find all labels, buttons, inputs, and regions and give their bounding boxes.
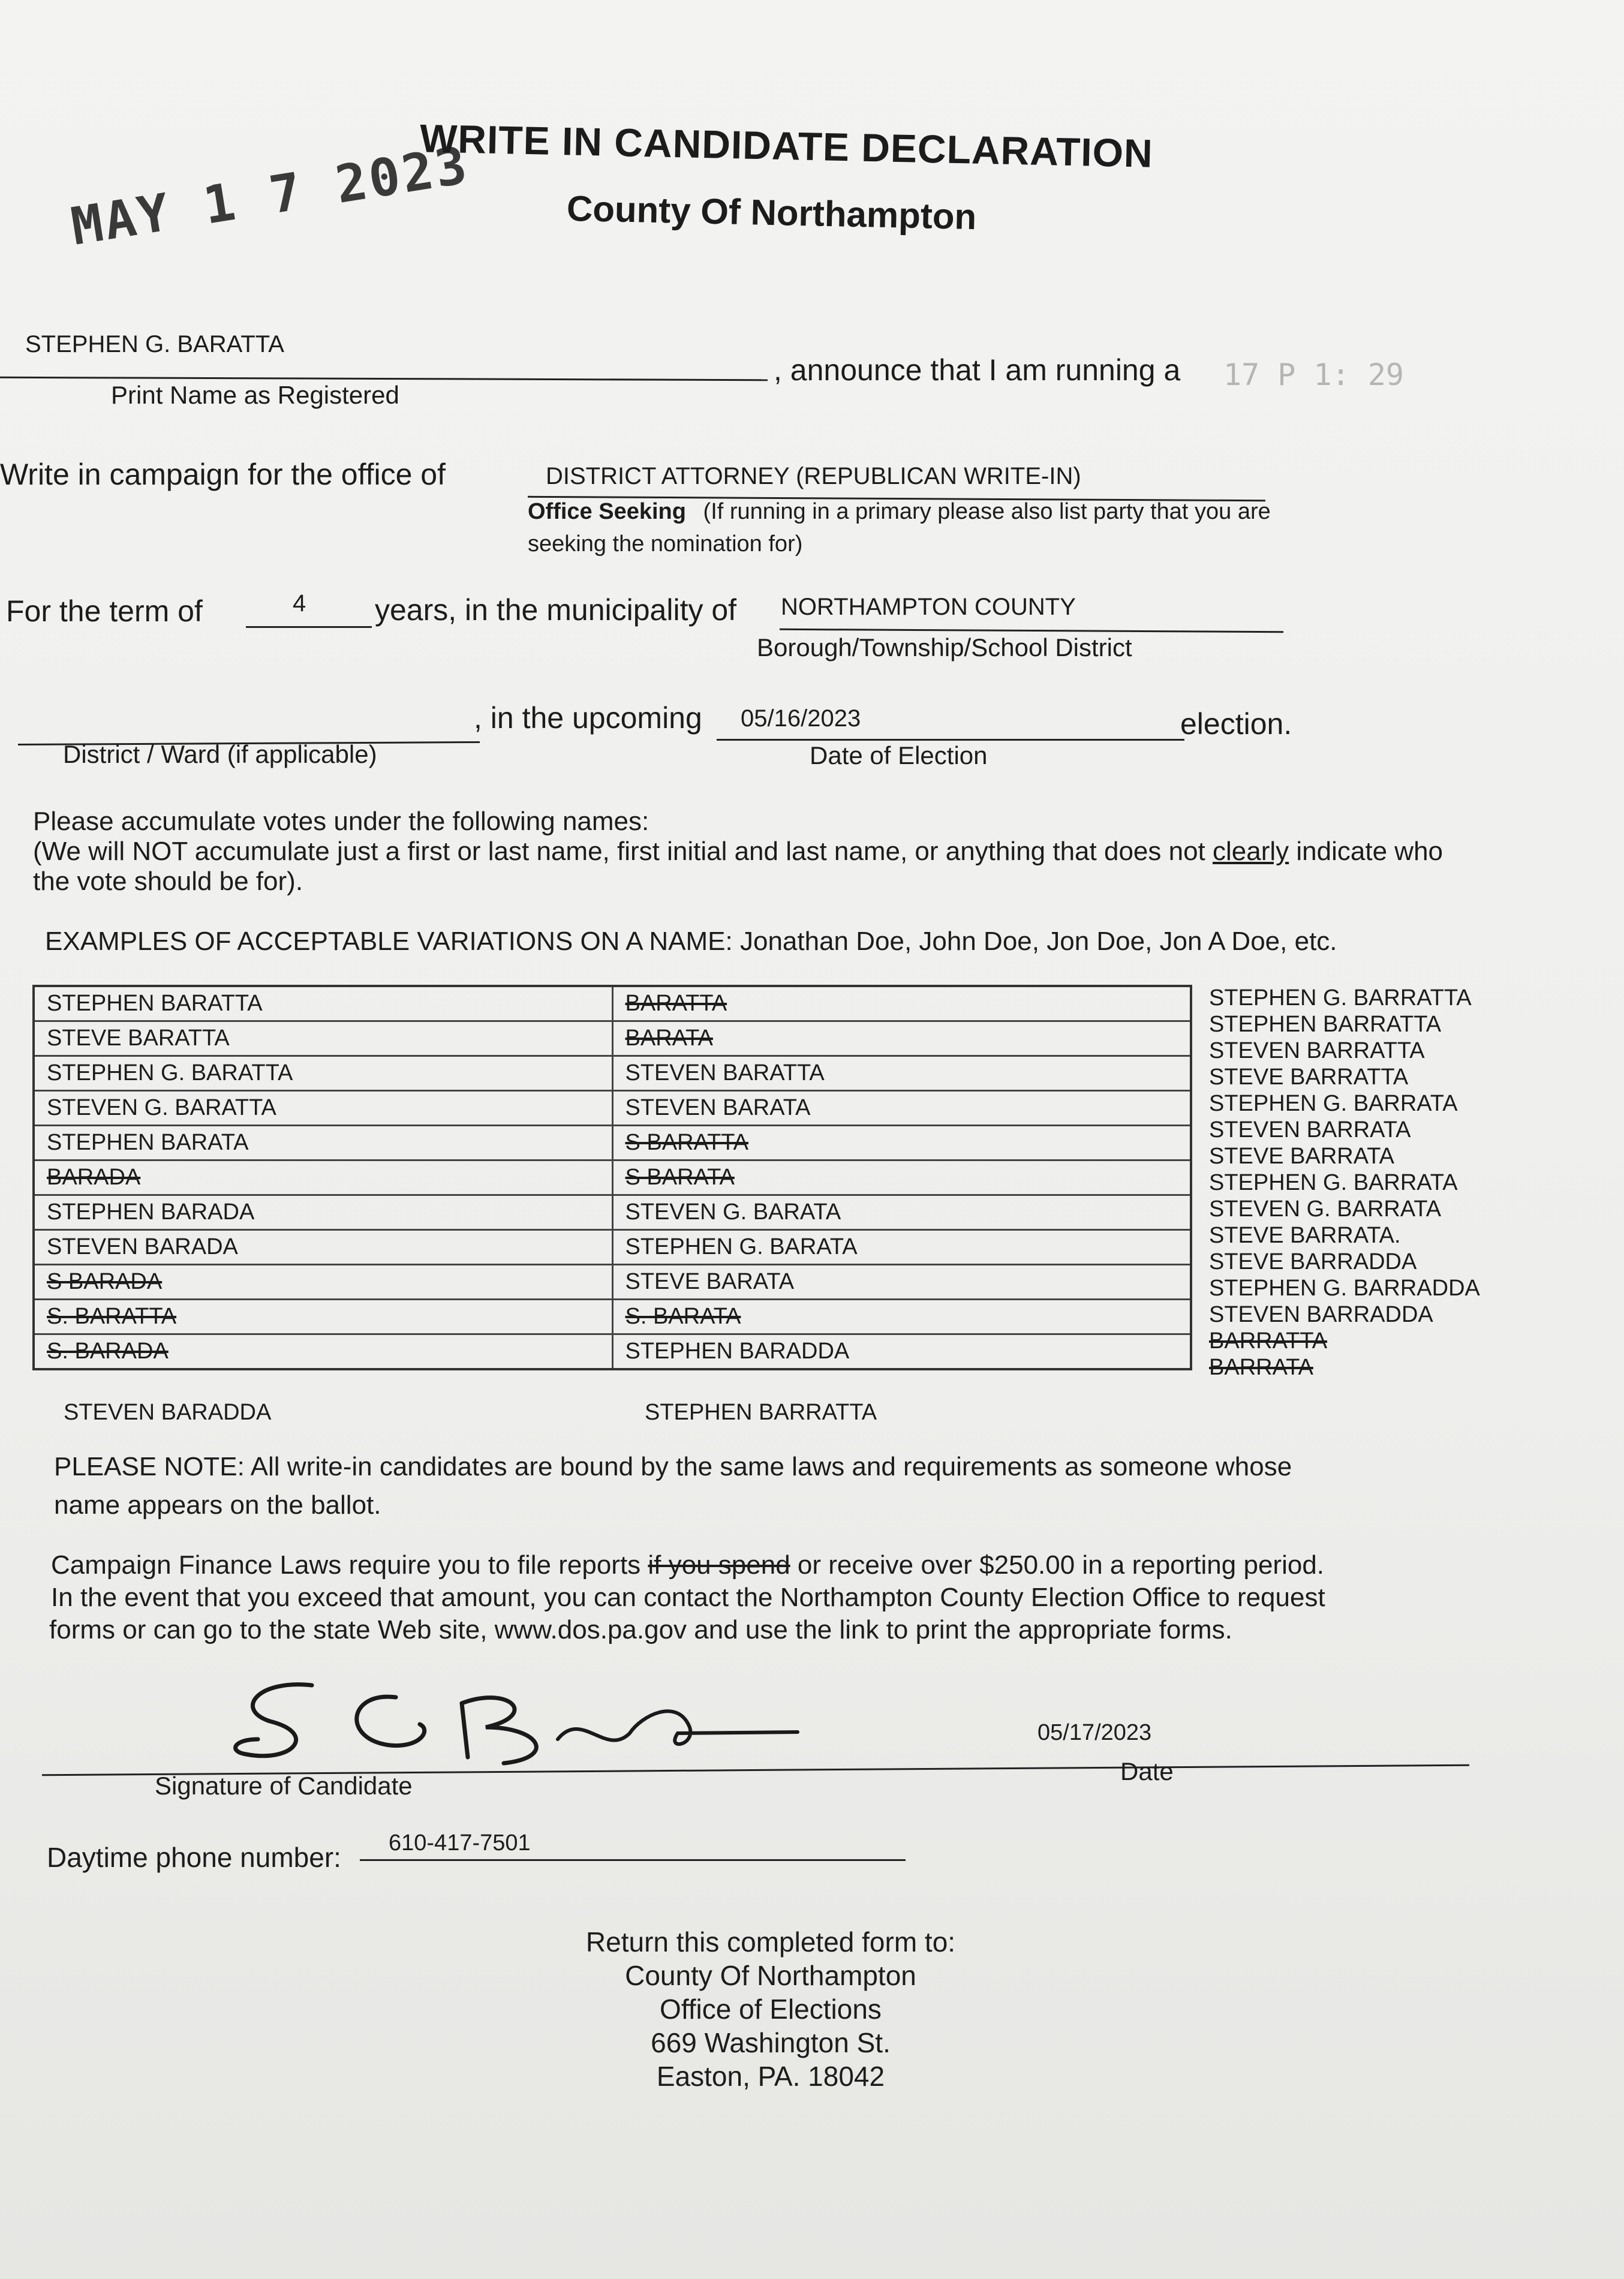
term-prefix: For the term of	[6, 594, 203, 628]
name-variation: STEVEN BARATTA	[625, 1060, 825, 1086]
name-cell-right	[612, 1334, 1191, 1370]
name-variations-body	[34, 986, 1191, 1369]
office-label-row	[528, 499, 1271, 525]
name-cell-right	[612, 986, 1191, 1021]
name-cell-left	[34, 1265, 612, 1300]
name-variation: S BARATA	[625, 1165, 735, 1190]
name-cell-right	[612, 1021, 1191, 1056]
name-cell-right	[612, 1265, 1191, 1300]
print-name-label: Print Name as Registered	[111, 381, 399, 409]
office-value: DISTRICT ATTORNEY (REPUBLICAN WRITE-IN)	[546, 463, 1081, 489]
side-name-item: STEPHEN G. BARRATA	[1209, 1091, 1458, 1116]
phone-label: Daytime phone number:	[47, 1842, 341, 1873]
return-line-1: Return this completed form to:	[585, 1926, 956, 1958]
finance-struck-text: if you spend	[648, 1550, 790, 1580]
name-cell-left	[34, 1230, 612, 1265]
side-name-item: STEVEN BARRADDA	[1209, 1302, 1433, 1327]
name-variation: STEPHEN G. BARATA	[625, 1234, 858, 1259]
name-variation: STEPHEN BARADA	[47, 1199, 255, 1225]
below-table-left: STEVEN BARADDA	[64, 1400, 272, 1425]
instructions-line-1: Please accumulate votes under the following names:	[33, 807, 649, 836]
signature-date-value: 05/17/2023	[1037, 1720, 1152, 1745]
side-name-item: STEPHEN G. BARRADDA	[1209, 1276, 1480, 1301]
name-cell-right	[612, 1195, 1191, 1230]
name-cell-left	[34, 986, 612, 1021]
side-name-item: BARRATA	[1209, 1355, 1313, 1380]
candidate-name-value: STEPHEN G. BARATTA	[25, 331, 284, 357]
name-variation: STEVE BARATTA	[47, 1026, 230, 1051]
name-cell-left	[34, 1091, 612, 1126]
side-name-item: STEVE BARRATTA	[1209, 1065, 1409, 1090]
name-variation: S. BARATA	[625, 1304, 741, 1329]
time-received-stamp: 17 P 1: 29	[1223, 357, 1405, 392]
name-cell-right	[612, 1056, 1191, 1091]
finance-line-1a: Campaign Finance Laws require you to file reports	[51, 1550, 641, 1580]
side-name-item: STEPHEN BARRATTA	[1209, 1012, 1442, 1037]
name-cell-left	[34, 1300, 612, 1334]
office-note-2: seeking the nomination for)	[528, 531, 803, 557]
election-date-value: 05/16/2023	[741, 705, 861, 732]
name-variation: S. BARATTA	[47, 1304, 177, 1329]
district-ward-label: District / Ward (if applicable)	[63, 740, 377, 768]
office-seeking-label: Office Seeking	[528, 499, 686, 524]
name-variations-table	[32, 985, 1192, 1370]
return-line-2: County Of Northampton	[625, 1960, 916, 1991]
candidate-signature	[222, 1673, 822, 1769]
campaign-prefix: Write in campaign for the office of	[0, 458, 446, 491]
below-table-right: STEPHEN BARRATTA	[645, 1400, 877, 1425]
name-variation: STEPHEN BARATTA	[47, 991, 263, 1016]
finance-line-1b: or receive over $250.00 in a reporting period.	[797, 1550, 1325, 1580]
table-row	[34, 1056, 1191, 1091]
municipality-value: NORTHAMPTON COUNTY	[781, 594, 1076, 620]
election-date-underline	[717, 739, 1184, 741]
name-cell-left	[34, 1160, 612, 1195]
name-cell-left	[34, 1021, 612, 1056]
municipality-underline	[780, 629, 1283, 633]
phone-value: 610-417-7501	[389, 1830, 531, 1856]
name-variation: STEVE BARATA	[625, 1269, 795, 1294]
name-cell-right	[612, 1091, 1191, 1126]
table-row	[34, 986, 1191, 1021]
instructions-clearly: clearly	[1213, 837, 1289, 866]
side-name-item: STEVE BARRATA	[1209, 1144, 1394, 1169]
table-row	[34, 1021, 1191, 1056]
name-variation: STEVEN G. BARATA	[625, 1199, 841, 1225]
announce-text: , announce that I am running a	[774, 353, 1181, 387]
side-name-item: STEVE BARRATA.	[1209, 1223, 1401, 1248]
election-suffix: election.	[1180, 707, 1292, 741]
name-variation: BARATA	[625, 1026, 713, 1051]
term-years-value: 4	[293, 590, 306, 617]
return-line-5: Easton, PA. 18042	[656, 2061, 885, 2092]
name-cell-right	[612, 1230, 1191, 1265]
finance-line-1	[51, 1549, 1324, 1582]
election-date-label: Date of Election	[810, 741, 988, 769]
office-note: (If running in a primary please also list party that you are	[703, 499, 1271, 524]
table-row	[34, 1126, 1191, 1160]
side-name-list	[1209, 985, 1480, 1381]
page-title: WRITE IN CANDIDATE DECLARATION	[419, 116, 1154, 176]
received-date-stamp: MAY 1 7 2023	[67, 135, 473, 257]
upcoming-text: , in the upcoming	[474, 701, 702, 735]
term-underline	[246, 626, 372, 628]
table-row	[34, 1160, 1191, 1195]
name-cell-right	[612, 1126, 1191, 1160]
side-name-item: STEPHEN G. BARRATA	[1209, 1170, 1458, 1195]
instructions-line-2	[33, 835, 1443, 868]
instructions-line-2b: indicate who	[1296, 837, 1443, 866]
table-row	[34, 1091, 1191, 1126]
name-cell-left	[34, 1126, 612, 1160]
return-address-block	[456, 1925, 1085, 2093]
table-row	[34, 1334, 1191, 1370]
name-variation: S BARATTA	[625, 1130, 749, 1155]
table-row	[34, 1230, 1191, 1265]
side-name-item: STEVEN BARRATA	[1209, 1117, 1411, 1142]
name-variation: STEPHEN G. BARATTA	[47, 1060, 293, 1086]
name-cell-left	[34, 1195, 612, 1230]
side-name-item: STEVEN BARRATTA	[1209, 1038, 1425, 1063]
name-variation: S BARADA	[47, 1269, 163, 1294]
name-cell-right	[612, 1160, 1191, 1195]
name-cell-left	[34, 1056, 612, 1091]
name-variation: BARADA	[47, 1165, 141, 1190]
name-variation: STEVEN BARATA	[625, 1095, 811, 1120]
table-row	[34, 1300, 1191, 1334]
page-subtitle: County Of Northampton	[566, 188, 977, 237]
name-variation: STEPHEN BARADDA	[625, 1339, 850, 1364]
table-row	[34, 1265, 1191, 1300]
finance-line-3: forms or can go to the state Web site, www.dos.pa.gov and use the link to print the appropriate forms.	[49, 1615, 1232, 1644]
name-variation: STEPHEN BARATA	[47, 1130, 249, 1155]
finance-line-2: In the event that you exceed that amount, you can contact the Northampton County Election Office to request	[51, 1583, 1325, 1612]
phone-underline	[360, 1859, 906, 1861]
signature-label: Signature of Candidate	[155, 1772, 413, 1800]
return-line-4: 669 Washington St.	[651, 2027, 891, 2058]
return-line-3: Office of Elections	[660, 1994, 882, 2025]
term-mid-text: years, in the municipality of	[375, 593, 737, 627]
side-name-item: BARRATTA	[1209, 1328, 1328, 1354]
municipality-label: Borough/Township/School District	[757, 633, 1132, 662]
name-cell-left	[34, 1334, 612, 1370]
name-variation: STEVEN G. BARATTA	[47, 1095, 276, 1120]
side-name-item: STEVEN G. BARRATA	[1209, 1196, 1442, 1222]
name-cell-right	[612, 1300, 1191, 1334]
please-note-line-2: name appears on the ballot.	[54, 1490, 381, 1520]
instructions-line-2a: (We will NOT accumulate just a first or last name, first initial and last name, or anything that does not	[33, 837, 1205, 866]
side-name-item: STEPHEN G. BARRATTA	[1209, 985, 1472, 1011]
date-label: Date	[1120, 1757, 1174, 1785]
name-variation: STEVEN BARADA	[47, 1234, 238, 1259]
examples-line: EXAMPLES OF ACCEPTABLE VARIATIONS ON A NAME: Jonathan Doe, John Doe, Jon Doe, Jon A Doe, etc.	[45, 927, 1337, 956]
name-variation: BARATTA	[625, 991, 727, 1016]
please-note-line-1: PLEASE NOTE: All write-in candidates are bound by the same laws and requirements as someone whose	[54, 1452, 1292, 1481]
instructions-line-3: the vote should be for).	[33, 867, 303, 896]
name-variation: S. BARADA	[47, 1339, 169, 1364]
table-row	[34, 1195, 1191, 1230]
side-name-item: STEVE BARRADDA	[1209, 1249, 1417, 1274]
